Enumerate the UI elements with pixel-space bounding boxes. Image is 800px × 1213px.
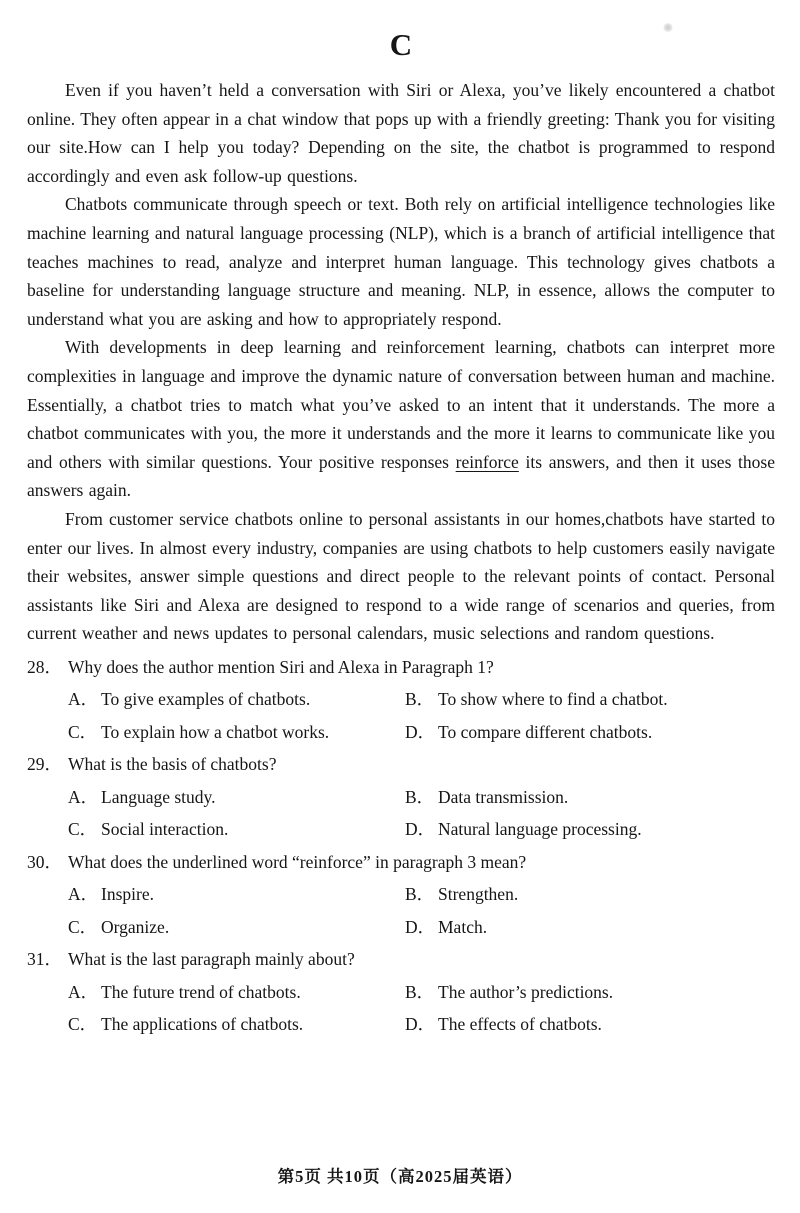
question-text: What does the underlined word “reinforce” in paragraph 3 mean? [68, 851, 527, 872]
question-29-stem [27, 748, 775, 781]
option-text: Data transmission. [438, 786, 569, 807]
paragraph-3-text-before: With developments in deep learning and reinforcement learning, chatbots can interpret more complexities in language and improve the dynamic nature of conversation between human and machine. Essentially, a chatbot tries to match what you’ve asked to an intent that it understands. The more a chatbot communicates with you, the more it understands and the more it learns to communicate like you and others with similar questions. Your positive responses [27, 337, 775, 472]
question-text: What is the basis of chatbots? [68, 754, 277, 775]
question-31-options [68, 976, 775, 1041]
option-a [68, 781, 405, 814]
passage-paragraph-4 [27, 505, 775, 648]
passage-paragraph-3 [27, 333, 775, 505]
paragraph-1-text: Even if you haven’t held a conversation with Siri or Alexa, you’ve likely encountered a chatbot online. They often appear in a chat window that pops up with a friendly greeting: Thank you for visiting our site.How can I help you today? Depending on the site, the chatbot is programmed to respond accordingly and even ask follow-up questions. [27, 80, 775, 186]
option-d [405, 1008, 775, 1041]
option-text: Social interaction. [101, 819, 229, 840]
question-30 [27, 846, 775, 944]
page-content [0, 28, 800, 1041]
option-text: To show where to find a chatbot. [438, 689, 668, 710]
reading-passage [27, 76, 775, 648]
option-letter: C． [68, 916, 98, 937]
option-a [68, 878, 405, 911]
question-number: 28． [27, 656, 62, 677]
option-text: To compare different chatbots. [438, 721, 653, 742]
question-30-stem [27, 846, 775, 879]
question-31 [27, 943, 775, 1041]
option-b [405, 878, 775, 911]
option-letter: B． [405, 786, 435, 807]
option-text: The applications of chatbots. [101, 1014, 304, 1035]
option-letter: A． [68, 786, 99, 807]
option-text: To explain how a chatbot works. [101, 721, 330, 742]
paragraph-2-text: Chatbots communicate through speech or text. Both rely on artificial intelligence technologies like machine learning and natural language processing (NLP), which is a branch of artificial intelligence that teaches machines to read, analyze and interpret human language. This technology gives chatbots a baseline for understanding language structure and meaning. NLP, in essence, allows the computer to understand what you are asking and how to appropriately respond. [27, 194, 775, 329]
option-letter: A． [68, 884, 99, 905]
option-text: The future trend of chatbots. [101, 981, 301, 1002]
question-text: What is the last paragraph mainly about? [68, 949, 355, 970]
option-letter: D． [405, 916, 436, 937]
option-letter: D． [405, 721, 436, 742]
option-b [405, 976, 775, 1009]
question-30-options [68, 878, 775, 943]
question-number: 31． [27, 949, 62, 970]
option-c [68, 716, 405, 749]
question-31-stem [27, 943, 775, 976]
option-a [68, 683, 405, 716]
passage-paragraph-2 [27, 190, 775, 333]
option-text: Natural language processing. [438, 819, 642, 840]
option-text: The author’s predictions. [438, 981, 614, 1002]
option-letter: A． [68, 689, 99, 710]
option-c [68, 813, 405, 846]
question-28-options [68, 683, 775, 748]
question-28 [27, 651, 775, 749]
option-text: Strengthen. [438, 884, 519, 905]
question-text: Why does the author mention Siri and Alexa in Paragraph 1? [68, 656, 494, 677]
option-text: The effects of chatbots. [438, 1014, 602, 1035]
option-d [405, 813, 775, 846]
option-letter: B． [405, 981, 435, 1002]
option-letter: C． [68, 1014, 98, 1035]
option-text: Inspire. [101, 884, 154, 905]
question-28-stem [27, 651, 775, 684]
option-b [405, 683, 775, 716]
underlined-word: reinforce [455, 451, 519, 472]
option-text: To give examples of chatbots. [101, 689, 311, 710]
option-text: Language study. [101, 786, 216, 807]
option-d [405, 716, 775, 749]
option-text: Match. [438, 916, 488, 937]
option-letter: B． [405, 884, 435, 905]
question-number: 29． [27, 754, 62, 775]
paragraph-4-text: From customer service chatbots online to personal assistants in our homes,chatbots have started to enter our lives. In almost every industry, companies are using chatbots to help customers easily navigate their websites, answer simple questions and direct people to the relevant points of contact. Personal assistants like Siri and Alexa are designed to respond to a wide range of scenarios and queries, from current weather and news updates to personal calendars, music selections and random questions. [27, 508, 775, 644]
question-section [27, 651, 775, 1041]
option-d [405, 911, 775, 944]
option-b [405, 781, 775, 814]
option-text: Organize. [101, 916, 170, 937]
scan-artifact [663, 23, 673, 32]
option-letter: B． [405, 689, 435, 710]
page-footer: 第5页 共10页（高2025届英语） [277, 1167, 523, 1186]
passage-paragraph-1 [27, 76, 775, 190]
option-letter: C． [68, 819, 98, 840]
option-c [68, 1008, 405, 1041]
question-29 [27, 748, 775, 846]
option-letter: A． [68, 981, 99, 1002]
paragraph-3-text-after: its answers, and then it uses those answers again. [27, 451, 776, 501]
section-label: C [389, 27, 413, 62]
option-letter: C． [68, 721, 98, 742]
option-letter: D． [405, 819, 436, 840]
option-letter: D． [405, 1014, 436, 1035]
question-29-options [68, 781, 775, 846]
question-number: 30． [27, 851, 62, 872]
option-a [68, 976, 405, 1009]
option-c [68, 911, 405, 944]
